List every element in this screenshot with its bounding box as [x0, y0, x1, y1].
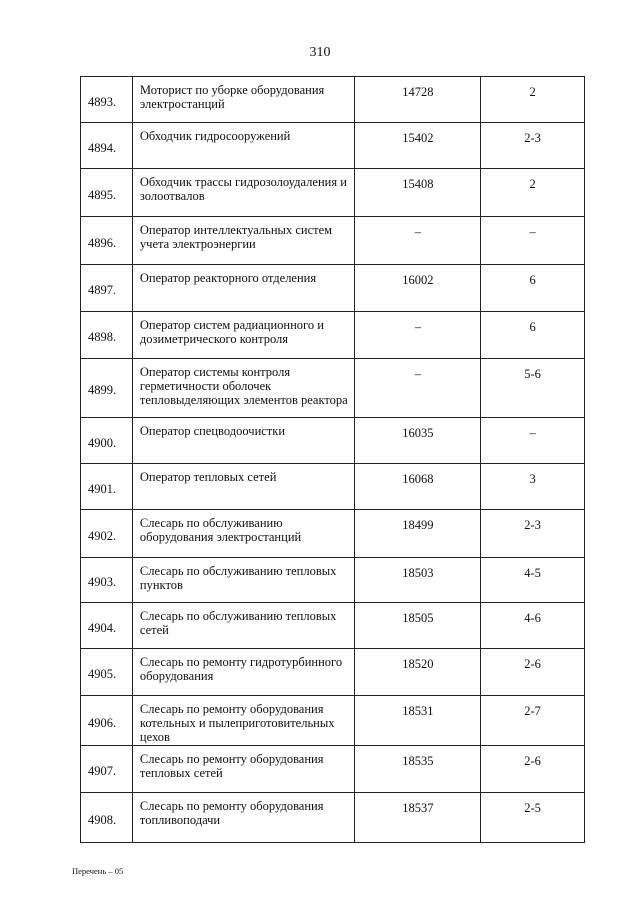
qualification-grade: 5-6	[481, 359, 585, 417]
profession-code: 15402	[355, 123, 481, 168]
profession-name: Слесарь по ремонту гидротурбинного оборудования	[133, 649, 356, 695]
profession-code: 18537	[355, 793, 481, 842]
qualification-grade: 2	[481, 169, 585, 216]
profession-name: Обходчик трассы гидрозолоудаления и золоотвалов	[133, 169, 356, 216]
profession-name: Слесарь по ремонту оборудования котельных и пылеприготовительных цехов	[133, 696, 356, 745]
table-row	[80, 265, 585, 312]
qualification-grade: 2-6	[481, 746, 585, 792]
row-number: 4900.	[81, 418, 133, 463]
qualification-grade: 2-3	[481, 123, 585, 168]
profession-name: Оператор спецводоочистки	[133, 418, 356, 463]
table-row	[80, 746, 585, 793]
table-row	[80, 169, 585, 217]
qualification-grade: 2-5	[481, 793, 585, 842]
qualification-grade: 2	[481, 77, 585, 122]
qualification-grade: 6	[481, 312, 585, 358]
profession-name: Оператор систем радиационного и дозиметрического контроля	[133, 312, 356, 358]
profession-name: Слесарь по обслуживанию тепловых сетей	[133, 603, 356, 648]
qualification-grade: –	[481, 217, 585, 264]
profession-code: 18499	[355, 510, 481, 557]
table-row	[80, 359, 585, 418]
qualification-grade: 4-5	[481, 558, 585, 602]
row-number: 4908.	[81, 793, 133, 842]
qualification-grade: 3	[481, 464, 585, 509]
page-number: 310	[309, 45, 331, 60]
table-row	[80, 123, 585, 169]
profession-name: Обходчик гидросооружений	[133, 123, 356, 168]
profession-code: 18503	[355, 558, 481, 602]
profession-code: 16035	[355, 418, 481, 463]
row-number: 4893.	[81, 77, 133, 122]
profession-name: Моторист по уборке оборудования электростанций	[133, 77, 356, 122]
profession-code: –	[355, 217, 481, 264]
row-number: 4899.	[81, 359, 133, 417]
table-row	[80, 464, 585, 510]
profession-code: 18531	[355, 696, 481, 745]
row-number: 4894.	[81, 123, 133, 168]
table-row	[80, 418, 585, 464]
row-number: 4904.	[81, 603, 133, 648]
row-number: 4901.	[81, 464, 133, 509]
row-number: 4907.	[81, 746, 133, 792]
profession-name: Слесарь по ремонту оборудования тепловых сетей	[133, 746, 356, 792]
footer-note: Перечень – 05	[72, 866, 124, 876]
table-row	[80, 510, 585, 558]
profession-code: 14728	[355, 77, 481, 122]
profession-name: Оператор реакторного отделения	[133, 265, 356, 311]
table-row	[80, 603, 585, 649]
qualification-grade: 2-3	[481, 510, 585, 557]
profession-name: Слесарь по обслуживанию оборудования электростанций	[133, 510, 356, 557]
profession-code: 15408	[355, 169, 481, 216]
table-row	[80, 312, 585, 359]
profession-name: Оператор системы контроля герметичности оболочек тепловыделяющих элементов реактора	[133, 359, 356, 417]
profession-name: Слесарь по обслуживанию тепловых пунктов	[133, 558, 356, 602]
profession-code: 16002	[355, 265, 481, 311]
qualification-grade: 2-7	[481, 696, 585, 745]
row-number: 4897.	[81, 265, 133, 311]
table-row	[80, 793, 585, 843]
qualification-grade: –	[481, 418, 585, 463]
row-number: 4902.	[81, 510, 133, 557]
table-row	[80, 217, 585, 265]
qualification-grade: 6	[481, 265, 585, 311]
profession-table	[80, 76, 585, 843]
row-number: 4898.	[81, 312, 133, 358]
table-row	[80, 649, 585, 696]
qualification-grade: 2-6	[481, 649, 585, 695]
row-number: 4903.	[81, 558, 133, 602]
row-number: 4896.	[81, 217, 133, 264]
row-number: 4905.	[81, 649, 133, 695]
table-row	[80, 696, 585, 746]
row-number: 4906.	[81, 696, 133, 745]
profession-code: 18520	[355, 649, 481, 695]
profession-name: Оператор тепловых сетей	[133, 464, 356, 509]
profession-code: –	[355, 359, 481, 417]
table-row	[80, 558, 585, 603]
profession-code: –	[355, 312, 481, 358]
table-row	[80, 76, 585, 123]
row-number: 4895.	[81, 169, 133, 216]
profession-name: Оператор интеллектуальных систем учета электроэнергии	[133, 217, 356, 264]
profession-code: 16068	[355, 464, 481, 509]
profession-name: Слесарь по ремонту оборудования топливоподачи	[133, 793, 356, 842]
profession-code: 18535	[355, 746, 481, 792]
qualification-grade: 4-6	[481, 603, 585, 648]
profession-code: 18505	[355, 603, 481, 648]
